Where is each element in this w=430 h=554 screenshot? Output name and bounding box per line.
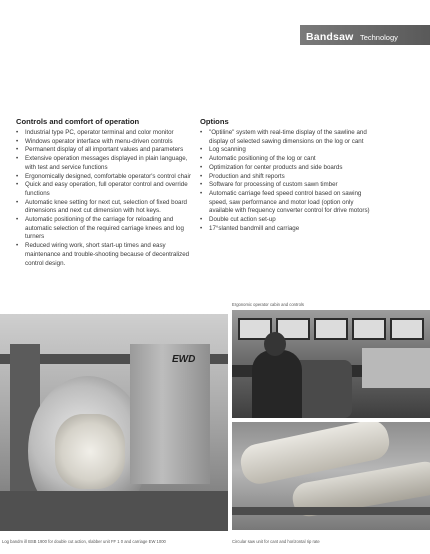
monitor-screen	[390, 318, 424, 340]
photo-shape	[232, 507, 430, 515]
caption-circular-saw: Circular saw unit for cant and horizontal rip rate	[232, 539, 320, 544]
photo-shape	[264, 332, 286, 356]
monitor-screen	[352, 318, 386, 340]
list-item: • Quick and easy operation, full operator control and override functions	[16, 181, 196, 198]
list-item: • Industrial type PC, operator terminal and color monitor	[16, 129, 196, 138]
photo-shape	[362, 348, 430, 388]
photo-shape	[252, 350, 302, 418]
list-item: • Software for processing of custom sawn timber	[200, 181, 375, 190]
list-item: • Automatic positioning of the carriage for reloading and automatic selection of the required carriage knees and log turners	[16, 216, 196, 242]
section-heading-options: Options	[200, 117, 229, 126]
list-item: • Extensive operation messages displayed in plain language, with test and service functions	[16, 155, 196, 172]
brand-subtitle: Technology	[359, 33, 398, 42]
controls-comfort-section	[16, 117, 196, 268]
list-item: • Double cut action set-up	[200, 216, 375, 225]
options-list	[200, 129, 375, 233]
machine-badge: EWD	[172, 354, 196, 365]
list-item: • Ergonomically designed, comfortable operator's control chair	[16, 173, 196, 182]
list-item: • Permanent display of all important values and parameters	[16, 146, 196, 155]
list-item: • Optimization for center products and side boards	[200, 164, 375, 173]
photo-shape	[0, 491, 228, 531]
photo-circular-saw	[232, 422, 430, 530]
list-item: • Log scanning	[200, 146, 375, 155]
options-section	[200, 117, 375, 233]
list-item: • Production and shift reports	[200, 173, 375, 182]
list-item: • Reduced wiring work, short start-up times and easy maintenance and trouble-shooting because of decentralized control design.	[16, 242, 196, 268]
photo-operator-cabin	[232, 310, 430, 418]
list-item: • Automatic knee setting for next cut, selection of fixed board dimensions and next cut dimension with hot keys.	[16, 199, 196, 216]
section-heading-controls: Controls and comfort of operation	[16, 117, 140, 126]
list-item: • Automatic carriage feed speed control based on sawing speed, saw performance and motor load (option only available with frequency converter control for drive motors)	[200, 190, 375, 216]
controls-list	[16, 129, 196, 268]
list-item: • Windows operator interface with menu-driven controls	[16, 138, 196, 147]
monitor-screen	[314, 318, 348, 340]
caption-bandmill: Log bandm ill BSB 1900 for double cut action, slabber unit FF 1 0 and carriage EW 1000	[2, 539, 166, 544]
caption-operator-cabin: Ergonomic operator cabin and controls	[232, 302, 304, 307]
brand-name: Bandsaw	[306, 31, 354, 43]
list-item: • Automatic positioning of the log or cant	[200, 155, 375, 164]
list-item: • "Optiline" system with real-time display of the sawline and display of selected sawing dimensions on the log or cant	[200, 129, 375, 146]
list-item: • 17°slanted bandmill and carriage	[200, 225, 375, 234]
brand-title	[306, 27, 398, 45]
photo-shape	[55, 414, 125, 489]
photo-shape	[130, 344, 210, 484]
photo-bandmill	[0, 314, 228, 531]
